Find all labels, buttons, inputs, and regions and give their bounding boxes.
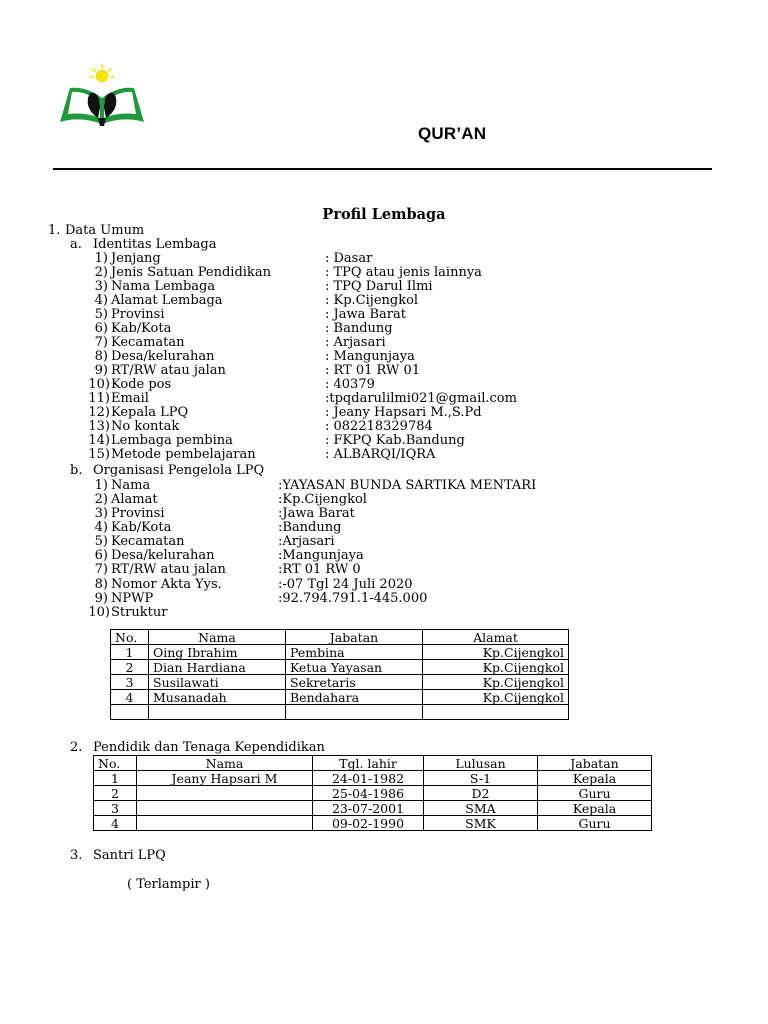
item-number: 2) xyxy=(94,265,108,280)
table-cell: Sekretaris xyxy=(286,675,423,690)
item-number: 10) xyxy=(88,377,110,392)
item-label: Provinsi xyxy=(111,307,165,322)
item-number: 6) xyxy=(94,321,108,336)
table-cell xyxy=(137,816,313,831)
column-header: Lulusan xyxy=(424,756,538,771)
item-value: : TPQ atau jenis lainnya xyxy=(325,265,482,280)
item-label: RT/RW atau jalan xyxy=(111,562,226,577)
section-title: Data Umum xyxy=(65,223,145,238)
item-number: 14) xyxy=(88,433,110,448)
item-number: 11) xyxy=(88,391,110,406)
item-value: :Bandung xyxy=(278,520,342,535)
table-cell: 09-02-1990 xyxy=(313,816,424,831)
table-row xyxy=(111,645,569,660)
item-value: :Kp.Cijengkol xyxy=(278,492,367,507)
column-header: Alamat xyxy=(423,630,569,645)
item-value: :Arjasari xyxy=(278,534,335,549)
item-label: Nama xyxy=(111,478,151,493)
item-value: :Jawa Barat xyxy=(278,506,355,521)
item-number: 1) xyxy=(94,478,108,493)
item-number: 6) xyxy=(94,548,108,563)
item-label: Kepala LPQ xyxy=(111,405,189,420)
section-number: 2. xyxy=(70,740,83,755)
item-number: 8) xyxy=(94,577,108,592)
column-header: Tgl. lahir xyxy=(313,756,424,771)
table-cell: Musanadah xyxy=(149,690,286,705)
item-value: : FKPQ Kab.Bandung xyxy=(325,433,465,448)
table-cell: Bendahara xyxy=(286,690,423,705)
item-label: Kab/Kota xyxy=(111,321,172,336)
item-number: 10) xyxy=(88,605,110,620)
item-number: 7) xyxy=(94,335,108,350)
table-row xyxy=(111,660,569,675)
item-number: 15) xyxy=(88,447,110,462)
table-cell: 4 xyxy=(94,816,137,831)
item-value: :YAYASAN BUNDA SARTIKA MENTARI xyxy=(278,478,537,493)
item-label: No kontak xyxy=(111,419,180,434)
table-cell: Kepala xyxy=(538,771,652,786)
lpq-logo xyxy=(58,64,150,130)
item-number: 2) xyxy=(94,492,108,507)
table-cell: SMA xyxy=(424,801,538,816)
item-value: : 082218329784 xyxy=(325,419,433,434)
table-cell: Kp.Cijengkol xyxy=(423,645,569,660)
item-number: 7) xyxy=(94,562,108,577)
item-number: 9) xyxy=(94,591,108,606)
struktur-table xyxy=(110,629,569,720)
column-header: No. xyxy=(94,756,137,771)
terlampir-note: ( Terlampir ) xyxy=(127,877,210,892)
item-label: Lembaga pembina xyxy=(111,433,233,448)
sun-icon xyxy=(90,65,114,82)
table-cell: Kepala xyxy=(538,801,652,816)
item-value: : Jeany Hapsari M.,S.Pd xyxy=(325,405,482,420)
item-number: 12) xyxy=(88,405,110,420)
table-cell: 3 xyxy=(111,675,149,690)
item-label: Alamat Lembaga xyxy=(111,293,223,308)
table-cell xyxy=(137,786,313,801)
subsection-title: Identitas Lembaga xyxy=(93,237,217,252)
subsection-letter: a. xyxy=(70,237,82,252)
table-cell: Kp.Cijengkol xyxy=(423,675,569,690)
table-cell: S-1 xyxy=(424,771,538,786)
item-label: Desa/kelurahan xyxy=(111,548,215,563)
table-row xyxy=(111,705,569,720)
item-label: Jenjang xyxy=(111,251,161,266)
table-cell xyxy=(286,705,423,720)
section-title: Pendidik dan Tenaga Kependidikan xyxy=(93,740,325,755)
column-header: Nama xyxy=(137,756,313,771)
item-value: :-07 Tgl 24 Juli 2020 xyxy=(278,577,413,592)
subsection-letter: b. xyxy=(70,463,83,478)
item-label: Desa/kelurahan xyxy=(111,349,215,364)
item-label: RT/RW atau jalan xyxy=(111,363,226,378)
table-cell xyxy=(111,705,149,720)
item-value: : Bandung xyxy=(325,321,393,336)
item-value: :92.794.791.1-445.000 xyxy=(278,591,428,606)
section-title: Santri LPQ xyxy=(93,848,166,863)
document-title: Profil Lembaga xyxy=(322,206,446,223)
item-value: :Mangunjaya xyxy=(278,548,364,563)
header-divider xyxy=(53,168,712,170)
item-label: Jenis Satuan Pendidikan xyxy=(111,265,271,280)
table-cell: 2 xyxy=(111,660,149,675)
item-number: 5) xyxy=(94,534,108,549)
table-cell: 2 xyxy=(94,786,137,801)
item-number: 5) xyxy=(94,307,108,322)
section-number: 1. xyxy=(48,223,61,238)
table-cell: Kp.Cijengkol xyxy=(423,660,569,675)
table-row xyxy=(94,786,652,801)
table-cell: SMK xyxy=(424,816,538,831)
item-number: 3) xyxy=(94,506,108,521)
table-cell: Susilawati xyxy=(149,675,286,690)
item-number: 4) xyxy=(94,520,108,535)
item-value: : Kp.Cijengkol xyxy=(325,293,419,308)
item-value: : Mangunjaya xyxy=(325,349,415,364)
item-value: : Jawa Barat xyxy=(325,307,406,322)
column-header: Jabatan xyxy=(286,630,423,645)
item-value: :tpqdarulilmi021@gmail.com xyxy=(325,391,517,406)
item-value: : 40379 xyxy=(325,377,375,392)
item-label: Metode pembelajaran xyxy=(111,447,256,462)
item-label: Struktur xyxy=(111,605,168,620)
table-row xyxy=(94,816,652,831)
table-header-row xyxy=(111,630,569,645)
item-number: 3) xyxy=(94,279,108,294)
table-cell: Jeany Hapsari M xyxy=(137,771,313,786)
table-row xyxy=(94,771,652,786)
item-label: Kecamatan xyxy=(111,534,185,549)
table-cell: Kp.Cijengkol xyxy=(423,690,569,705)
table-row xyxy=(111,690,569,705)
item-value: :RT 01 RW 0 xyxy=(278,562,361,577)
table-row xyxy=(111,675,569,690)
table-cell: Guru xyxy=(538,816,652,831)
item-value: : RT 01 RW 01 xyxy=(325,363,421,378)
table-header-row xyxy=(94,756,652,771)
table-cell: 1 xyxy=(94,771,137,786)
column-header: Nama xyxy=(149,630,286,645)
item-value: : ALBARQI/IQRA xyxy=(325,447,436,462)
table-cell: 25-04-1986 xyxy=(313,786,424,801)
table-cell xyxy=(423,705,569,720)
table-cell: 1 xyxy=(111,645,149,660)
column-header: No. xyxy=(111,630,149,645)
item-label: NPWP xyxy=(111,591,154,606)
item-value: : Arjasari xyxy=(325,335,386,350)
item-number: 9) xyxy=(94,363,108,378)
item-number: 13) xyxy=(88,419,110,434)
item-label: Nama Lembaga xyxy=(111,279,216,294)
table-cell: 24-01-1982 xyxy=(313,771,424,786)
item-number: 4) xyxy=(94,293,108,308)
table-cell xyxy=(137,801,313,816)
item-label: Nomor Akta Yys. xyxy=(111,577,222,592)
table-cell: Pembina xyxy=(286,645,423,660)
table-cell: 3 xyxy=(94,801,137,816)
table-cell: Guru xyxy=(538,786,652,801)
item-number: 1) xyxy=(94,251,108,266)
item-label: Alamat xyxy=(111,492,158,507)
item-value: : TPQ Darul Ilmi xyxy=(325,279,433,294)
item-label: Email xyxy=(111,391,149,406)
subsection-title: Organisasi Pengelola LPQ xyxy=(93,463,265,478)
item-label: Kode pos xyxy=(111,377,172,392)
item-label: Kab/Kota xyxy=(111,520,172,535)
table-row xyxy=(94,801,652,816)
table-cell xyxy=(149,705,286,720)
item-label: Kecamatan xyxy=(111,335,185,350)
pendidik-table xyxy=(93,755,652,831)
table-cell: Ketua Yayasan xyxy=(286,660,423,675)
column-header: Jabatan xyxy=(538,756,652,771)
table-cell: Oing Ibrahim xyxy=(149,645,286,660)
section-number: 3. xyxy=(70,848,83,863)
item-number: 8) xyxy=(94,349,108,364)
item-value: : Dasar xyxy=(325,251,373,266)
item-label: Provinsi xyxy=(111,506,165,521)
table-cell: 4 xyxy=(111,690,149,705)
table-cell: 23-07-2001 xyxy=(313,801,424,816)
header-title: QUR’AN xyxy=(418,124,487,143)
table-cell: Dian Hardiana xyxy=(149,660,286,675)
table-cell: D2 xyxy=(424,786,538,801)
